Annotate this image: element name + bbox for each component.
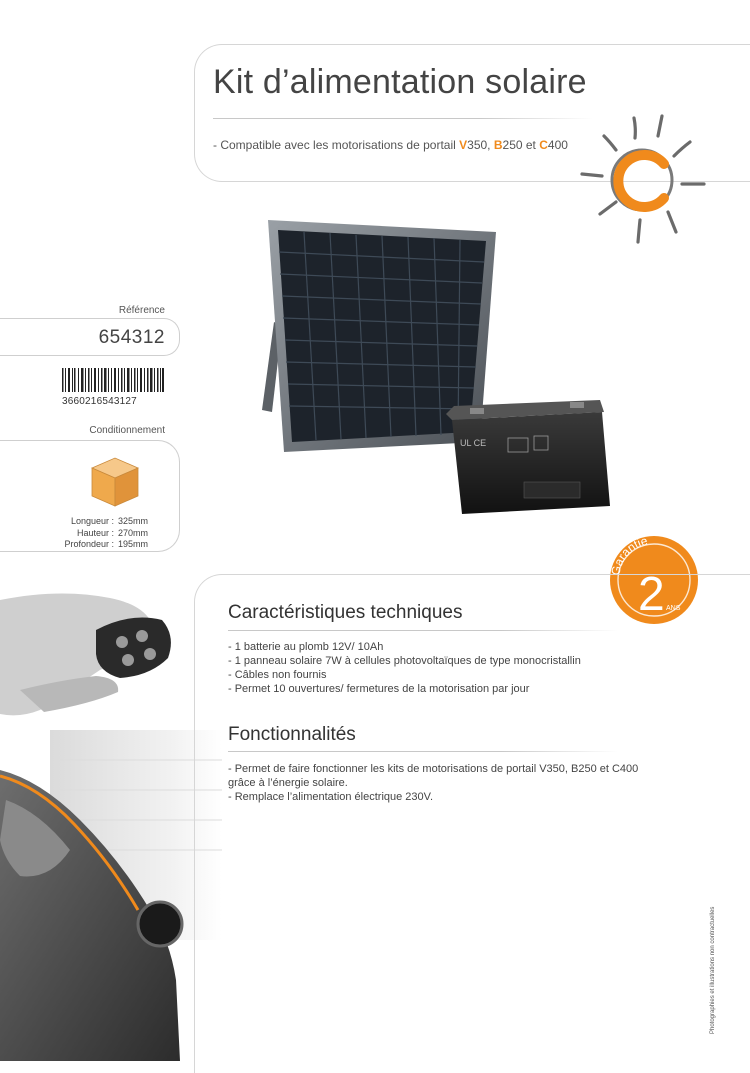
features-text	[228, 762, 668, 804]
warranty-unit: ANS	[666, 605, 681, 612]
box-icon	[88, 450, 142, 508]
hand-remote-car-photo	[0, 580, 222, 1061]
spec-item: - Câbles non fournis	[228, 669, 327, 681]
spec-item: - Permet 10 ouvertures/ fermetures de la motorisation par jour	[228, 683, 530, 695]
spec-item: - 1 batterie au plomb 12V/ 10Ah	[228, 641, 384, 653]
dimension-height	[40, 528, 166, 540]
title-divider	[213, 118, 593, 119]
reference-box	[0, 318, 180, 356]
warranty-text: Garantie	[608, 533, 649, 577]
reference-value: 654312	[98, 327, 165, 348]
features-divider	[228, 751, 618, 752]
svg-text:UL CE: UL CE	[460, 438, 487, 448]
dimension-value: 325mm	[118, 516, 149, 526]
compat-c-letter: C	[539, 138, 548, 152]
packaging-dimensions	[40, 516, 166, 551]
feature-line: - Remplace l’alimentation électrique 230V.	[228, 791, 434, 803]
compat-prefix: - Compatible avec les motorisations de portail	[213, 138, 460, 152]
dimension-value: 195mm	[118, 539, 149, 549]
compat-v-letter: V	[459, 138, 468, 152]
page-title: Kit d’alimentation solaire	[213, 63, 587, 101]
dimension-value: 270mm	[118, 527, 149, 538]
dimension-key: Longueur :	[70, 516, 114, 526]
ean-code: 3660216543127	[62, 396, 137, 407]
features-title: Fonctionnalités	[228, 724, 356, 745]
dimension-depth	[40, 539, 166, 551]
compat-b-number: 250 et	[502, 138, 540, 152]
compat-c-number: 400	[547, 138, 568, 152]
specs-divider	[228, 630, 618, 631]
compat-b-letter: B	[493, 138, 503, 152]
barcode-icon	[62, 368, 164, 392]
packaging-label: Conditionnement	[89, 425, 165, 436]
specs-title: Caractéristiques techniques	[228, 602, 463, 623]
compatibility-text	[213, 138, 568, 152]
warranty-years: 2	[638, 568, 665, 621]
dimension-key: Profondeur :	[64, 539, 114, 549]
specs-list	[228, 640, 581, 696]
feature-line: - Permet de faire fonctionner les kits de motorisations de portail V350, B250 et C400 grâce à l’énergie solaire.	[228, 763, 639, 789]
dimension-key: Hauteur :	[76, 527, 114, 538]
disclaimer-text: Photographies et illustrations non contractuelles	[710, 906, 716, 1034]
compat-v-number: 350,	[467, 138, 494, 152]
reference-label: Référence	[118, 305, 165, 316]
spec-item: - 1 panneau solaire 7W à cellules photovoltaïques de type monocristallin	[228, 655, 581, 667]
solar-kit-product-image	[248, 214, 618, 522]
dimension-length	[40, 516, 166, 528]
